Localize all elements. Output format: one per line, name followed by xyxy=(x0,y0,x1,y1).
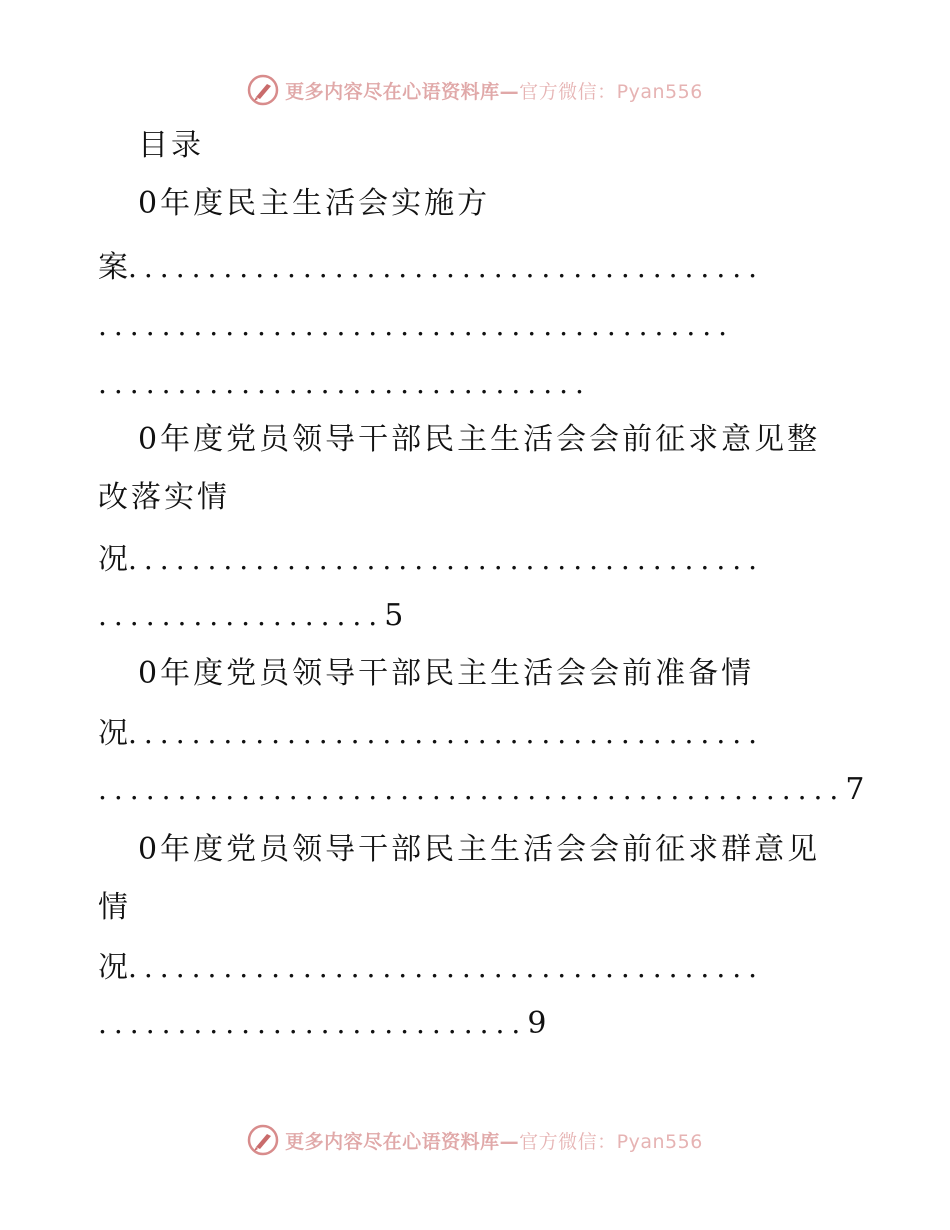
toc-entry-1-dots-3: ............................... xyxy=(98,367,591,400)
toc-entry-1-dots-2: ........................................ xyxy=(98,309,735,342)
toc-entry-3-dots-2: ............................................... xyxy=(98,773,846,806)
toc-entry-1-title: 0年度民主生活会实施方 xyxy=(138,186,491,221)
toc-entry-3-leader-line-1 xyxy=(98,714,764,754)
toc-entry-4-page: 9 xyxy=(527,1006,547,1041)
toc-entry-2-leader-line-1 xyxy=(98,540,764,580)
header-banner xyxy=(0,70,950,110)
footer-banner-main: 更多内容尽在心语资料库— xyxy=(285,1130,520,1153)
toc-entry-3-title: 0年度党员领导干部民主生活会会前准备情 xyxy=(138,656,755,691)
toc-entry-2-leader-line-2 xyxy=(98,596,403,636)
toc-entry-1-dots-1: ........................................ xyxy=(128,251,765,284)
toc-entry-1-leader-line-1 xyxy=(98,248,764,288)
toc-entry-4-dots-1: ........................................ xyxy=(128,951,765,984)
pen-logo-icon xyxy=(247,1124,279,1156)
toc-heading: 目录 xyxy=(138,128,204,163)
header-banner-main: 更多内容尽在心语资料库— xyxy=(285,80,520,103)
toc-entry-3-dots-1: ........................................ xyxy=(128,717,765,750)
toc-entry-4-leader-line-1 xyxy=(98,948,764,988)
toc-entry-2-page: 5 xyxy=(384,598,404,633)
footer-banner-text xyxy=(285,1127,703,1154)
toc-entry-3-page: 7 xyxy=(845,772,865,807)
toc-entry-2-lead-char: 况 xyxy=(98,542,128,577)
toc-entry-3-leader-line-2 xyxy=(98,770,864,810)
pen-logo-icon xyxy=(247,74,279,106)
header-banner-text xyxy=(285,77,703,104)
toc-entry-2-dots-2: .................. xyxy=(98,599,385,632)
toc-entry-4-title-cont: 情 xyxy=(98,890,131,925)
toc-entry-1-lead-char: 案 xyxy=(98,250,128,285)
toc-entry-3-lead-char: 况 xyxy=(98,716,128,751)
toc-entry-4-dots-2: ........................... xyxy=(98,1007,528,1040)
toc-entry-2-dots-1: ........................................ xyxy=(128,543,765,576)
toc-entry-2-title: 0年度党员领导干部民主生活会会前征求意见整 xyxy=(138,422,821,457)
toc-entry-4-lead-char: 况 xyxy=(98,950,128,985)
toc-entry-4-leader-line-2 xyxy=(98,1004,546,1044)
footer-banner-suffix: 官方微信：Pyan556 xyxy=(519,1130,703,1153)
footer-banner xyxy=(0,1120,950,1160)
header-banner-suffix: 官方微信：Pyan556 xyxy=(519,80,703,103)
toc-entry-4-title: 0年度党员领导干部民主生活会会前征求群意见 xyxy=(138,832,821,867)
toc-entry-2-title-cont: 改落实情 xyxy=(98,480,230,515)
